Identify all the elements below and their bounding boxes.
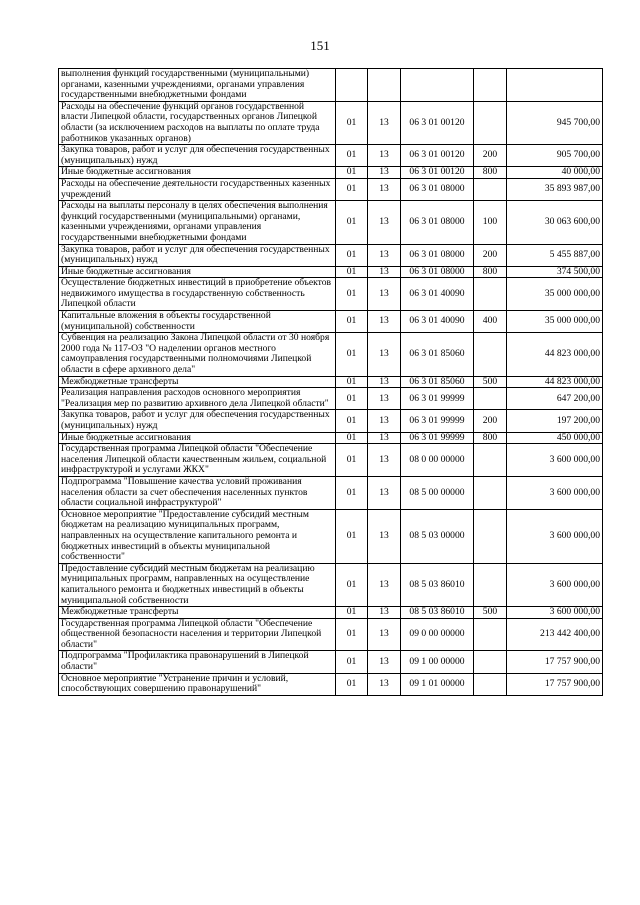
target-article-code: 06 3 01 99999 (401, 410, 474, 432)
table-row (59, 651, 603, 673)
table-row (59, 410, 603, 432)
expense-type-code (474, 509, 507, 563)
expense-type-code (474, 69, 507, 102)
section-code: 01 (336, 178, 368, 200)
row-name: Иные бюджетные ассигнования (59, 167, 336, 179)
section-code: 01 (336, 444, 368, 477)
target-article-code: 06 3 01 40090 (401, 311, 474, 333)
target-article-code: 06 3 01 85060 (401, 376, 474, 388)
section-code: 01 (336, 311, 368, 333)
section-code: 01 (336, 432, 368, 444)
amount: 3 600 000,00 (507, 509, 603, 563)
row-name: Основное мероприятие "Предоставление субсидий местным бюджетам на реализацию муниципальных программ, направленных на осуществление капитального ремонта и бюджетных инвестиций в объекты муниципальной собственности" (59, 509, 336, 563)
subsection-code: 13 (368, 311, 401, 333)
subsection-code: 13 (368, 101, 401, 144)
table-row (59, 145, 603, 167)
target-article-code: 06 3 01 99999 (401, 432, 474, 444)
row-name: Закупка товаров, работ и услуг для обеспечения государственных (муниципальных) нужд (59, 410, 336, 432)
table-row (59, 388, 603, 410)
section-code: 01 (336, 673, 368, 695)
amount: 17 757 900,00 (507, 651, 603, 673)
subsection-code: 13 (368, 333, 401, 376)
target-article-code: 08 0 00 00000 (401, 444, 474, 477)
table-row (59, 509, 603, 563)
target-article-code: 08 5 03 86010 (401, 607, 474, 619)
target-article-code: 08 5 03 86010 (401, 563, 474, 606)
table-row (59, 278, 603, 311)
amount: 3 600 000,00 (507, 444, 603, 477)
expense-type-code (474, 444, 507, 477)
row-name: Предоставление субсидий местным бюджетам на реализацию муниципальных программ, направленных на осуществление капитального ремонта и бюджетных инвестиций в объекты муниципальной собственности (59, 563, 336, 606)
row-name: Иные бюджетные ассигнования (59, 266, 336, 278)
expense-type-code: 200 (474, 410, 507, 432)
table-row (59, 618, 603, 651)
table-row (59, 69, 603, 102)
subsection-code: 13 (368, 673, 401, 695)
row-name: Межбюджетные трансферты (59, 376, 336, 388)
subsection-code: 13 (368, 388, 401, 410)
target-article-code: 09 1 00 00000 (401, 651, 474, 673)
target-article-code: 06 3 01 08000 (401, 244, 474, 266)
target-article-code: 06 3 01 99999 (401, 388, 474, 410)
table-row (59, 201, 603, 244)
expense-type-code (474, 618, 507, 651)
target-article-code: 09 1 01 00000 (401, 673, 474, 695)
table-row (59, 333, 603, 376)
target-article-code: 06 3 01 85060 (401, 333, 474, 376)
subsection-code: 13 (368, 178, 401, 200)
target-article-code (401, 69, 474, 102)
expense-type-code (474, 651, 507, 673)
subsection-code: 13 (368, 410, 401, 432)
expense-type-code (474, 673, 507, 695)
expense-type-code: 500 (474, 376, 507, 388)
subsection-code: 13 (368, 278, 401, 311)
amount: 450 000,00 (507, 432, 603, 444)
target-article-code: 08 5 00 00000 (401, 476, 474, 509)
expense-type-code: 100 (474, 201, 507, 244)
section-code: 01 (336, 607, 368, 619)
target-article-code: 06 3 01 40090 (401, 278, 474, 311)
target-article-code: 06 3 01 00120 (401, 167, 474, 179)
section-code: 01 (336, 266, 368, 278)
subsection-code: 13 (368, 563, 401, 606)
subsection-code: 13 (368, 607, 401, 619)
section-code: 01 (336, 145, 368, 167)
subsection-code: 13 (368, 145, 401, 167)
amount: 197 200,00 (507, 410, 603, 432)
section-code: 01 (336, 651, 368, 673)
amount: 5 455 887,00 (507, 244, 603, 266)
section-code: 01 (336, 376, 368, 388)
table-row (59, 311, 603, 333)
table-row (59, 476, 603, 509)
expense-type-code: 800 (474, 167, 507, 179)
target-article-code: 06 3 01 08000 (401, 266, 474, 278)
row-name: Иные бюджетные ассигнования (59, 432, 336, 444)
target-article-code: 09 0 00 00000 (401, 618, 474, 651)
target-article-code: 08 5 03 00000 (401, 509, 474, 563)
row-name: Закупка товаров, работ и услуг для обеспечения государственных (муниципальных) нужд (59, 145, 336, 167)
expense-type-code (474, 388, 507, 410)
target-article-code: 06 3 01 08000 (401, 178, 474, 200)
row-name: Государственная программа Липецкой области "Обеспечение населения Липецкой области качественным жильем, социальной инфраструктурой и услугами ЖКХ" (59, 444, 336, 477)
subsection-code: 13 (368, 509, 401, 563)
section-code: 01 (336, 167, 368, 179)
amount: 35 893 987,00 (507, 178, 603, 200)
table-row (59, 432, 603, 444)
amount: 213 442 400,00 (507, 618, 603, 651)
table-row (59, 444, 603, 477)
section-code: 01 (336, 410, 368, 432)
amount: 3 600 000,00 (507, 563, 603, 606)
expense-type-code (474, 178, 507, 200)
subsection-code (368, 69, 401, 102)
row-name: Подпрограмма "Профилактика правонарушений в Липецкой области" (59, 651, 336, 673)
row-name: Капитальные вложения в объекты государственной (муниципальной) собственности (59, 311, 336, 333)
subsection-code: 13 (368, 476, 401, 509)
amount: 3 600 000,00 (507, 607, 603, 619)
row-name: Подпрограмма "Повышение качества условий проживания населения области за счет обеспечения населенных пунктов области социальной инфраструктурой" (59, 476, 336, 509)
expense-type-code (474, 101, 507, 144)
table-row (59, 178, 603, 200)
page-number: 151 (310, 38, 330, 53)
expense-type-code: 800 (474, 432, 507, 444)
amount: 3 600 000,00 (507, 476, 603, 509)
expense-type-code (474, 278, 507, 311)
amount: 35 000 000,00 (507, 278, 603, 311)
target-article-code: 06 3 01 00120 (401, 101, 474, 144)
section-code: 01 (336, 244, 368, 266)
expense-type-code: 800 (474, 266, 507, 278)
expense-type-code: 400 (474, 311, 507, 333)
section-code (336, 69, 368, 102)
table-row (59, 101, 603, 144)
subsection-code: 13 (368, 201, 401, 244)
table-row (59, 167, 603, 179)
subsection-code: 13 (368, 444, 401, 477)
subsection-code: 13 (368, 244, 401, 266)
section-code: 01 (336, 476, 368, 509)
target-article-code: 06 3 01 08000 (401, 201, 474, 244)
row-name: Межбюджетные трансферты (59, 607, 336, 619)
amount (507, 69, 603, 102)
table-row (59, 376, 603, 388)
row-name: Расходы на обеспечение функций органов государственной власти Липецкой области, государственных органов Липецкой области (за исключением расходов на выплаты по оплате труда работников указанных органов) (59, 101, 336, 144)
table-row (59, 563, 603, 606)
row-name: Осуществление бюджетных инвестиций в приобретение объектов недвижимого имущества в государственную собственность Липецкой области (59, 278, 336, 311)
row-name: Государственная программа Липецкой области "Обеспечение общественной безопасности населения и территории Липецкой области" (59, 618, 336, 651)
amount: 647 200,00 (507, 388, 603, 410)
section-code: 01 (336, 618, 368, 651)
target-article-code: 06 3 01 00120 (401, 145, 474, 167)
amount: 945 700,00 (507, 101, 603, 144)
amount: 30 063 600,00 (507, 201, 603, 244)
row-name: выполнения функций государственными (муниципальными) органами, казенными учреждениями, органами управления государственными внебюджетными фондами (59, 69, 336, 102)
amount: 35 000 000,00 (507, 311, 603, 333)
subsection-code: 13 (368, 432, 401, 444)
section-code: 01 (336, 278, 368, 311)
table-row (59, 266, 603, 278)
amount: 17 757 900,00 (507, 673, 603, 695)
expense-type-code: 500 (474, 607, 507, 619)
section-code: 01 (336, 509, 368, 563)
amount: 374 500,00 (507, 266, 603, 278)
row-name: Расходы на обеспечение деятельности государственных казенных учреждений (59, 178, 336, 200)
section-code: 01 (336, 101, 368, 144)
subsection-code: 13 (368, 266, 401, 278)
expense-type-code: 200 (474, 244, 507, 266)
amount: 905 700,00 (507, 145, 603, 167)
subsection-code: 13 (368, 651, 401, 673)
section-code: 01 (336, 201, 368, 244)
budget-table (58, 68, 603, 696)
subsection-code: 13 (368, 618, 401, 651)
row-name: Расходы на выплаты персоналу в целях обеспечения выполнения функций государственными (муниципальными) органами, казенными учреждениями, органами управления государственными внебюджетными фондами (59, 201, 336, 244)
expense-type-code (474, 563, 507, 606)
row-name: Основное мероприятие "Устранение причин и условий, способствующих совершению правонарушений" (59, 673, 336, 695)
subsection-code: 13 (368, 376, 401, 388)
amount: 44 823 000,00 (507, 333, 603, 376)
row-name: Реализация направления расходов основного мероприятия "Реализация мер по развитию архивного дела Липецкой области" (59, 388, 336, 410)
section-code: 01 (336, 388, 368, 410)
amount: 40 000,00 (507, 167, 603, 179)
section-code: 01 (336, 563, 368, 606)
amount: 44 823 000,00 (507, 376, 603, 388)
subsection-code: 13 (368, 167, 401, 179)
expense-type-code: 200 (474, 145, 507, 167)
expense-type-code (474, 476, 507, 509)
table-row (59, 244, 603, 266)
section-code: 01 (336, 333, 368, 376)
expense-type-code (474, 333, 507, 376)
table-row (59, 607, 603, 619)
row-name: Закупка товаров, работ и услуг для обеспечения государственных (муниципальных) нужд (59, 244, 336, 266)
table-row (59, 673, 603, 695)
row-name: Субвенция на реализацию Закона Липецкой области от 30 ноября 2000 года № 117-ОЗ "О наделении органов местного самоуправления государственными полномочиями Липецкой области в сфере архивного дела" (59, 333, 336, 376)
